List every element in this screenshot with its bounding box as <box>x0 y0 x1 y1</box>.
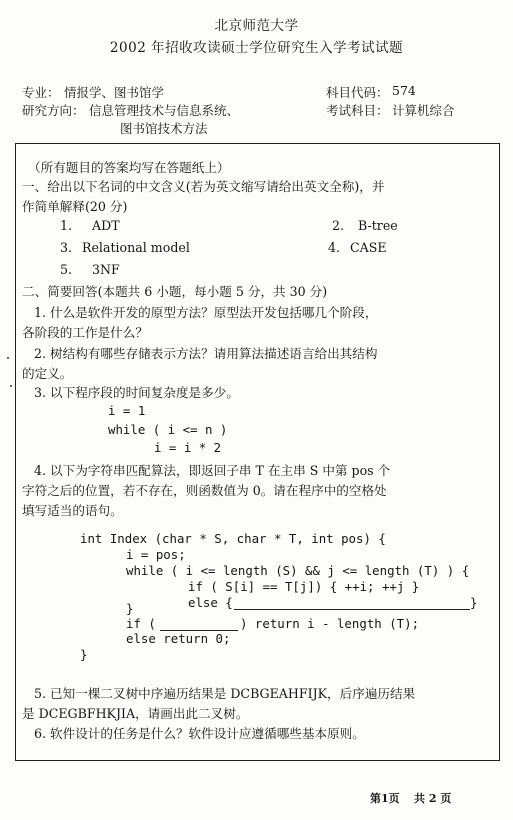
direction-value-line2: 图书馆技术方法 <box>120 121 208 136</box>
q4-line2: 字符之后的位置，若不存在，则函数值为 0。请在程序中的空格处 <box>22 483 387 498</box>
q4-code-line4-end: } <box>470 595 478 610</box>
section2-title: 二、简要回答(本题共 6 小题，每小题 5 分，共 30 分) <box>22 284 328 299</box>
term-5: 3NF <box>92 262 120 277</box>
q4-line3: 填写适当的语句。 <box>22 503 123 518</box>
term-3-num: 3. <box>60 240 73 255</box>
scan-speck <box>7 357 9 359</box>
direction-value-line1: 信息管理技术与信息系统、 <box>89 103 240 118</box>
section1-title-line1: 一、给出以下名词的中文含义(若为英文缩写请给出英文全称)，并 <box>22 179 385 194</box>
term-2-num: 2. <box>332 218 345 233</box>
subject-code-value: 574 <box>392 83 416 98</box>
term-1: ADT <box>92 218 120 233</box>
q4-code-line5: } <box>126 601 134 616</box>
q5-line1: 5. 已知一棵二叉树中序遍历结果是 DCBGEAHFIJK，后序遍历结果 <box>34 686 416 701</box>
term-4-num: 4. <box>328 240 341 255</box>
q4-code-line6a: if ( <box>126 616 156 631</box>
page-number: 第1页 <box>370 792 400 805</box>
term-5-num: 5. <box>60 262 73 277</box>
q1-line2: 各阶段的工作是什么？ <box>22 325 148 340</box>
q6-text: 6. 软件设计的任务是什么？软件设计应遵循哪些基本原则。 <box>34 726 365 741</box>
answer-notice: （所有题目的答案均写在答题纸上） <box>28 160 230 175</box>
q2-line2: 的定义。 <box>22 366 73 381</box>
q4-code-line1: i = pos; <box>126 547 186 562</box>
major-label: 专业： <box>22 85 60 100</box>
term-2: B-tree <box>358 218 398 233</box>
q4-line1: 4. 以下为字符串匹配算法，即返回子串 T 在主串 S 中第 pos 个 <box>34 463 391 478</box>
q3-code-line1: i = 1 <box>108 403 146 418</box>
term-1-num: 1. <box>60 218 73 233</box>
q4-code-line3: if ( S[i] == T[j]) { ++i; ++j } <box>188 579 420 594</box>
exam-title: 2002 年招收攻读硕士学位研究生入学考试试题 <box>109 40 404 56</box>
q3-code-line2: while ( i <= n ) <box>108 422 228 437</box>
exam-subject-value: 计算机综合 <box>392 103 455 118</box>
university-name: 北京师范大学 <box>214 18 299 34</box>
q4-code-signature: int Index (char * S, char * T, int pos) { <box>80 531 386 546</box>
answer-blank-2[interactable] <box>160 618 238 631</box>
scan-speck <box>10 385 12 387</box>
answer-blank-1[interactable] <box>234 597 470 610</box>
q5-line2: 是 DCEGBFHKJIA，请画出此二叉树。 <box>22 706 249 721</box>
q4-code-line8: } <box>80 647 88 662</box>
q4-code-line6b: ) return i - length (T); <box>240 616 420 631</box>
subject-code-label: 科目代码： <box>326 85 389 100</box>
q2-line1: 2. 树结构有哪些存储表示方法？请用算法描述语言给出其结构 <box>34 346 378 361</box>
q3-text: 3. 以下程序段的时间复杂度是多少。 <box>34 385 239 400</box>
major-value: 情报学、图书馆学 <box>64 85 165 100</box>
q4-code-line2: while ( i <= length (S) && j <= length (T) ) { <box>126 563 470 578</box>
page-total: 共 2 页 <box>414 792 452 805</box>
q3-code-line3: i = i * 2 <box>154 440 222 455</box>
q4-code-line4: else { <box>188 595 233 610</box>
section1-title-line2: 作简单解释(20 分) <box>22 199 128 214</box>
direction-label: 研究方向： <box>22 103 85 118</box>
term-4: CASE <box>350 240 387 255</box>
question-box <box>15 143 500 761</box>
exam-subject-label: 考试科目： <box>326 103 389 118</box>
term-3: Relational model <box>82 240 190 255</box>
q4-code-line7: else return 0; <box>126 631 231 646</box>
q1-line1: 1. 什么是软件开发的原型方法？原型法开发包括哪几个阶段， <box>34 305 378 320</box>
